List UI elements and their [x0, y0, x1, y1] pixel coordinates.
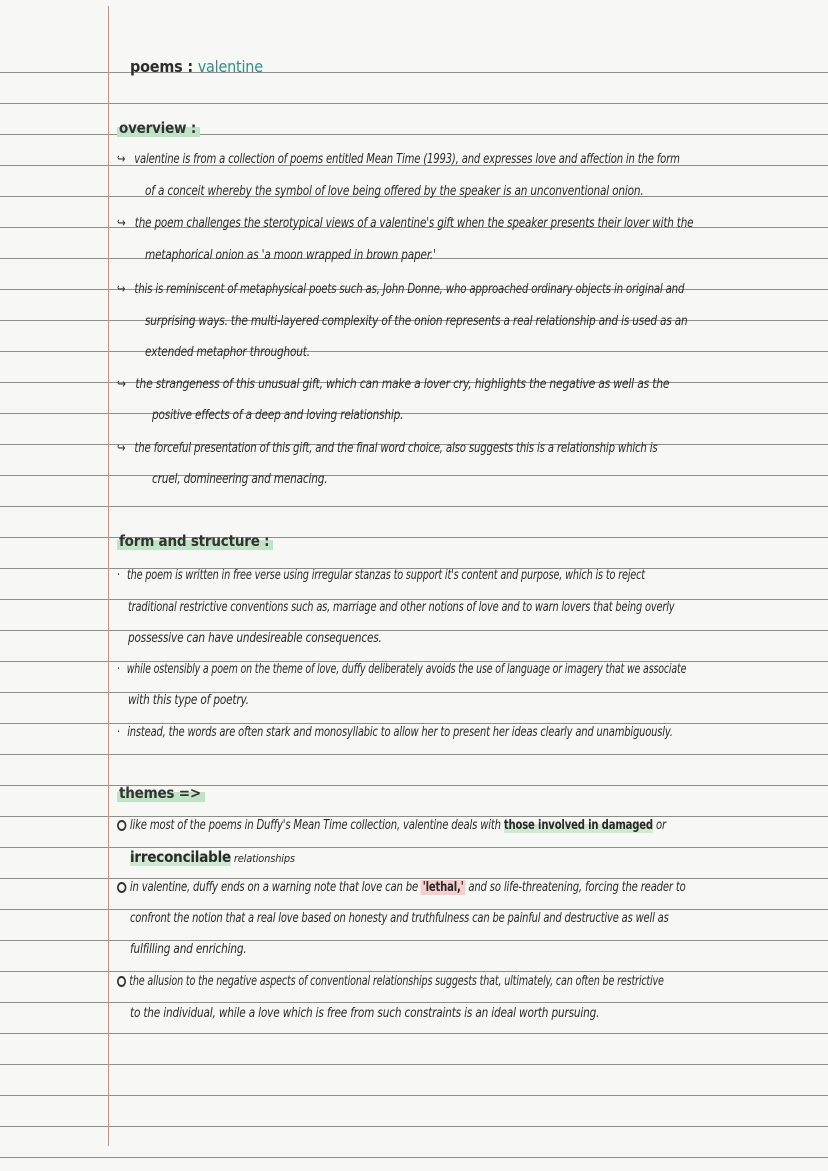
- circle-bullet-icon: [117, 820, 126, 831]
- overview-line-11: cruel, domineering and menacing.: [152, 472, 328, 487]
- overview-line-2: of a conceit whereby the symbol of love being offered by the speaker is an unconventional onion.: [145, 184, 644, 199]
- form-line-6: · instead, the words are often stark and monosyllabic to allow her to present her ideas clearly and unambiguously.: [117, 725, 673, 740]
- form-line-5: with this type of poetry.: [128, 693, 249, 708]
- form-line-1: · the poem is written in free verse using irregular stanzas to support it's content and purpose, which is to reject: [117, 568, 645, 583]
- highlighted-phrase: those involved in damaged: [503, 818, 653, 833]
- themes-item-1: like most of the poems in Duffy's Mean Time collection, valentine deals with those involved in damaged or: [117, 818, 666, 833]
- themes-item-3: the allusion to the negative aspects of conventional relationships suggests that, ultimately, can often be restrictive: [117, 974, 664, 989]
- bullet-icon: ·: [117, 725, 120, 740]
- overview-line-6: surprising ways. the multi-layered complexity of the onion represents a real relationship and is used as an: [145, 314, 688, 329]
- arrow-icon: ↪: [117, 282, 126, 297]
- title-label: poems :: [130, 57, 193, 76]
- themes-item-1-cont: irreconcilable relationships: [130, 848, 295, 866]
- overview-line-4: metaphorical onion as 'a moon wrapped in brown paper.': [145, 248, 436, 263]
- highlighted-quote: 'lethal,': [422, 880, 464, 895]
- themes-item-2-line-3: fulfilling and enriching.: [130, 942, 247, 957]
- overview-line-1: ↪ valentine is from a collection of poems entitled Mean Time (1993), and expresses love and affection in the form: [117, 152, 680, 167]
- overview-line-8: ↪ the strangeness of this unusual gift, which can make a lover cry, highlights the negative as well as the: [117, 377, 670, 392]
- themes-heading: themes =>: [117, 784, 205, 802]
- overview-heading: overview :: [117, 119, 200, 137]
- arrow-icon: ↪: [117, 216, 126, 231]
- form-line-4: · while ostensibly a poem on the theme of love, duffy deliberately avoids the use of language or imagery that we associate: [117, 662, 687, 677]
- circle-bullet-icon: [117, 976, 126, 987]
- overview-line-9: positive effects of a deep and loving relationship.: [152, 408, 404, 423]
- themes-item-2-line-2: confront the notion that a real love based on honesty and truthfulness can be painful and destructive as well as: [130, 911, 669, 926]
- page-title: [130, 57, 263, 76]
- overview-line-5: ↪ this is reminiscent of metaphysical poets such as, John Donne, who approached ordinary objects in original and: [117, 282, 685, 297]
- poem-name: valentine: [197, 57, 263, 76]
- arrow-icon: ↪: [117, 441, 126, 456]
- overview-line-3: ↪ the poem challenges the sterotypical views of a valentine's gift when the speaker presents their lover with the: [117, 216, 694, 231]
- form-line-3: possessive can have undesireable consequences.: [128, 631, 382, 646]
- arrow-icon: ↪: [117, 377, 126, 392]
- overview-line-7: extended metaphor throughout.: [145, 345, 310, 360]
- overview-line-10: ↪ the forceful presentation of this gift, and the final word choice, also suggests this is a relationship which is: [117, 441, 658, 456]
- form-line-2: traditional restrictive conventions such as, marriage and other notions of love and to warn lovers that being overly: [128, 600, 675, 615]
- bullet-icon: ·: [117, 568, 120, 583]
- highlighted-word: irreconcilable: [130, 848, 231, 866]
- arrow-icon: ↪: [117, 152, 126, 167]
- circle-bullet-icon: [117, 882, 126, 893]
- themes-item-3-line-2: to the individual, while a love which is free from such constraints is an ideal worth pursuing.: [130, 1006, 600, 1021]
- themes-item-2: in valentine, duffy ends on a warning note that love can be 'lethal,' and so life-threatening, forcing the reader to: [117, 880, 686, 895]
- form-structure-heading: form and structure :: [117, 532, 273, 550]
- bullet-icon: ·: [117, 662, 120, 677]
